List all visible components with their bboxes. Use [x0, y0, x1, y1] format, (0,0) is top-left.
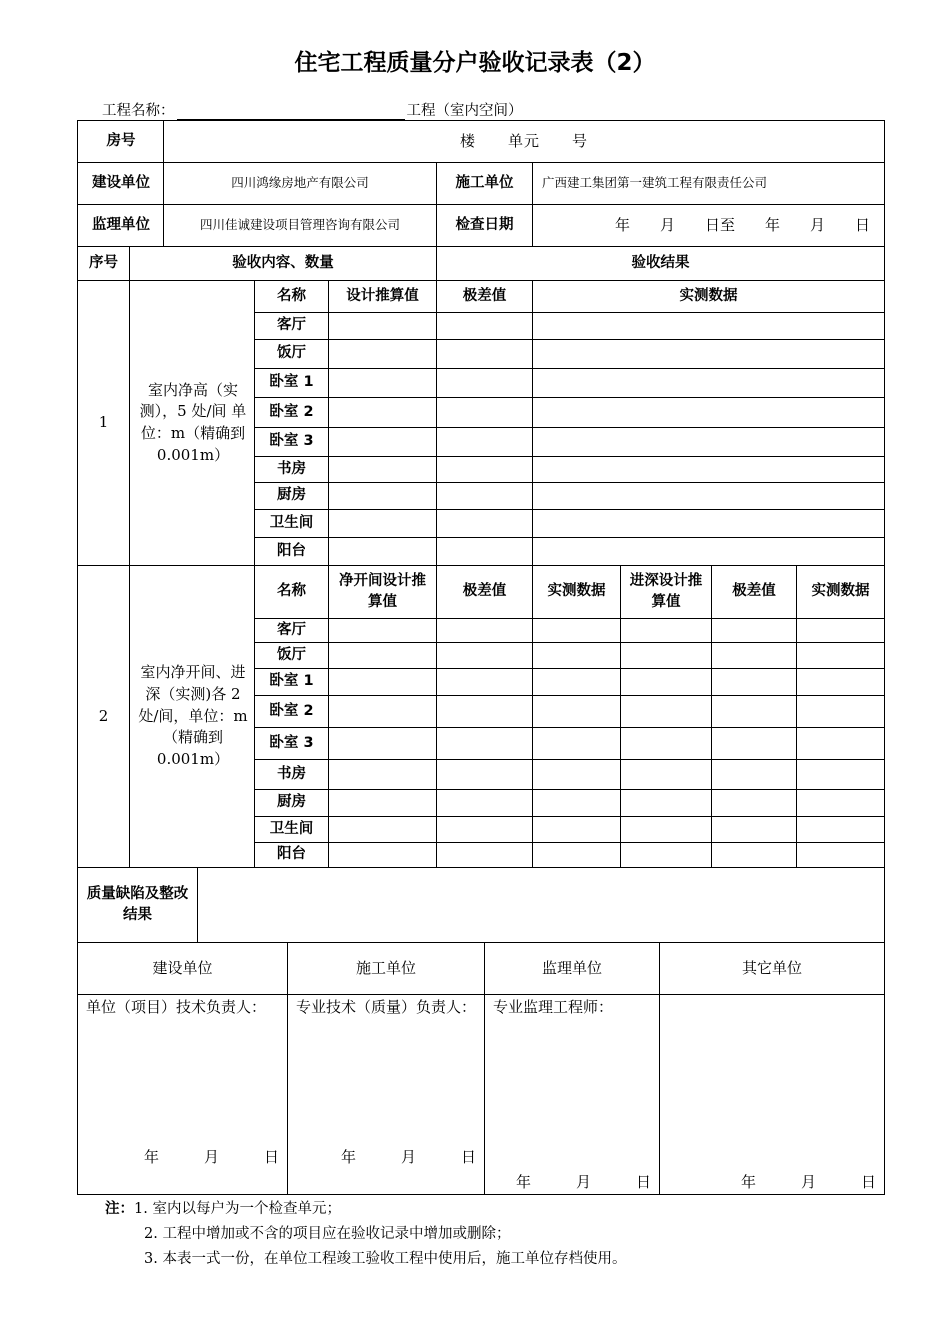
- project-name-field[interactable]: [177, 104, 405, 120]
- section2-data-cell[interactable]: [797, 643, 884, 668]
- section2-data-cell[interactable]: [797, 843, 884, 867]
- section2-data-cell[interactable]: [621, 643, 711, 668]
- section2-data-cell[interactable]: [797, 760, 884, 789]
- project-name-suffix: 工程（室内空间）: [406, 103, 523, 119]
- section2-data-cell[interactable]: [621, 669, 711, 695]
- signature-date[interactable]: 年 月 日: [515, 1173, 651, 1192]
- contractor-value: 广西建工集团第一建筑工程有限责任公司: [542, 175, 768, 191]
- section2-room-label: 书房: [277, 765, 306, 782]
- section2-data-cell[interactable]: [329, 669, 436, 695]
- signature-role[interactable]: [660, 995, 884, 1194]
- supervisor-label: 监理单位: [92, 216, 150, 233]
- signature-unit-header: 监理单位: [541, 958, 602, 977]
- section1-data-cell[interactable]: [329, 428, 436, 456]
- section1-data-cell[interactable]: [533, 483, 884, 509]
- notes-label: 注：: [105, 1201, 134, 1217]
- section2-data-cell[interactable]: [621, 843, 711, 867]
- section2-col-header: 进深设计推算值: [629, 572, 703, 610]
- section1-data-cell[interactable]: [533, 538, 884, 565]
- client-label: 建设单位: [92, 174, 150, 191]
- section1-no: 1: [98, 413, 109, 432]
- section2-data-cell[interactable]: [533, 790, 620, 816]
- section2-data-cell[interactable]: [437, 696, 532, 727]
- section2-room-label: 饭厅: [277, 646, 306, 663]
- section2-data-cell[interactable]: [712, 728, 796, 759]
- section2-data-cell[interactable]: [329, 643, 436, 668]
- section2-data-cell[interactable]: [437, 760, 532, 789]
- section1-data-cell[interactable]: [533, 510, 884, 537]
- section1-data-cell[interactable]: [533, 313, 884, 339]
- section1-data-cell[interactable]: [329, 369, 436, 397]
- notes: [105, 1197, 626, 1272]
- section1-room-label: 卧室 1: [269, 374, 314, 391]
- section2-data-cell[interactable]: [329, 843, 436, 867]
- section1-data-cell[interactable]: [533, 398, 884, 427]
- section2-data-cell[interactable]: [621, 696, 711, 727]
- section1-col-header: 名称: [277, 287, 306, 304]
- form-title: 住宅工程质量分户验收记录表（2）: [294, 50, 656, 76]
- section1-data-cell[interactable]: [533, 457, 884, 482]
- section2-col-header: 净开间设计推算值: [339, 572, 426, 610]
- section2-data-cell[interactable]: [437, 728, 532, 759]
- section2-col-header: 名称: [277, 583, 306, 600]
- section2-data-cell[interactable]: [621, 619, 711, 642]
- inspection-date-value[interactable]: 年 月 日至 年 月 日: [614, 215, 870, 234]
- signature-unit-header: 施工单位: [355, 958, 416, 977]
- section2-data-cell[interactable]: [621, 817, 711, 842]
- section1-data-cell[interactable]: [437, 510, 532, 537]
- section1-data-cell[interactable]: [329, 483, 436, 509]
- section2-data-cell[interactable]: [437, 643, 532, 668]
- section1-room-label: 阳台: [277, 542, 306, 559]
- note-item: 2. 工程中增加或不含的项目应在验收记录中增加或删除；: [144, 1226, 511, 1242]
- section1-description: 室内净高（实测），5 处/间 单位：m（精确到 0.001m）: [139, 380, 247, 464]
- section1-room-label: 卧室 3: [269, 433, 314, 450]
- section2-data-cell[interactable]: [533, 843, 620, 867]
- section2-col-header: 极差值: [462, 583, 507, 600]
- section2-data-cell[interactable]: [712, 790, 796, 816]
- section2-room-label: 阳台: [277, 846, 306, 863]
- section2-data-cell[interactable]: [797, 728, 884, 759]
- section2-data-cell[interactable]: [797, 696, 884, 727]
- section1-col-header: 实测数据: [679, 287, 738, 304]
- section1-room-label: 卧室 2: [269, 403, 314, 420]
- section2-data-cell[interactable]: [797, 790, 884, 816]
- section2-room-label: 卫生间: [269, 820, 314, 837]
- section1-data-cell[interactable]: [437, 483, 532, 509]
- project-name-line: [102, 99, 523, 120]
- section2-description: 室内净开间、进深（实测)各 2 处/间，单位：m（精确到 0.001m）: [138, 663, 248, 769]
- section1-data-cell[interactable]: [329, 340, 436, 368]
- signature-role[interactable]: 专业技术（质量）负责人：: [296, 998, 477, 1016]
- section2-data-cell[interactable]: [533, 669, 620, 695]
- defects-label: 质量缺陷及整改结果: [86, 885, 189, 923]
- section2-data-cell[interactable]: [437, 669, 532, 695]
- col-content-header: 验收内容、数量: [232, 254, 334, 271]
- signature-role[interactable]: 专业监理工程师：: [493, 998, 614, 1016]
- section2-data-cell[interactable]: [621, 760, 711, 789]
- section1-data-cell[interactable]: [533, 369, 884, 397]
- section1-data-cell[interactable]: [329, 457, 436, 482]
- defects-field[interactable]: [198, 868, 884, 942]
- section2-data-cell[interactable]: [533, 817, 620, 842]
- section2-data-cell[interactable]: [329, 728, 436, 759]
- section2-data-cell[interactable]: [329, 619, 436, 642]
- col-result-header: 验收结果: [631, 254, 690, 271]
- signature-unit-header: 建设单位: [152, 958, 213, 977]
- project-name-label: 工程名称：: [102, 103, 175, 119]
- room-no-value[interactable]: 楼 单元 号: [459, 131, 588, 150]
- room-no-label: 房号: [106, 132, 136, 149]
- section2-data-cell[interactable]: [533, 619, 620, 642]
- section2-data-cell[interactable]: [712, 643, 796, 668]
- section1-data-cell[interactable]: [329, 538, 436, 565]
- note-item: 1. 室内以每户为一个检查单元；: [134, 1201, 341, 1217]
- section2-room-label: 卧室 2: [269, 702, 314, 719]
- section2-data-cell[interactable]: [712, 817, 796, 842]
- section1-data-cell[interactable]: [533, 428, 884, 456]
- section2-room-label: 客厅: [277, 621, 306, 638]
- note-item: 3. 本表一式一份，在单位工程竣工验收工程中使用后，施工单位存档使用。: [144, 1251, 627, 1267]
- section2-room-label: 卧室 3: [269, 734, 314, 751]
- section2-data-cell[interactable]: [533, 728, 620, 759]
- section1-data-cell[interactable]: [437, 398, 532, 427]
- signature-unit-header: 其它单位: [741, 958, 802, 977]
- inspection-date-label: 检查日期: [455, 216, 514, 233]
- section2-col-header: 实测数据: [547, 583, 606, 600]
- section2-data-cell[interactable]: [797, 669, 884, 695]
- section2-data-cell[interactable]: [437, 790, 532, 816]
- section1-room-label: 饭厅: [277, 345, 306, 362]
- section2-data-cell[interactable]: [712, 619, 796, 642]
- section2-data-cell[interactable]: [533, 643, 620, 668]
- section2-data-cell[interactable]: [533, 760, 620, 789]
- col-no-header: 序号: [89, 254, 118, 271]
- section2-data-cell[interactable]: [437, 843, 532, 867]
- section2-room-label: 卧室 1: [269, 673, 314, 690]
- section1-data-cell[interactable]: [329, 510, 436, 537]
- section2-col-header: 极差值: [732, 583, 776, 600]
- section1-data-cell[interactable]: [437, 340, 532, 368]
- section1-data-cell[interactable]: [329, 398, 436, 427]
- section2-data-cell[interactable]: [437, 817, 532, 842]
- section1-room-label: 厨房: [277, 487, 306, 504]
- section2-data-cell[interactable]: [329, 760, 436, 789]
- signature-date[interactable]: 年 月 日: [340, 1148, 476, 1167]
- section2-data-cell[interactable]: [797, 619, 884, 642]
- section2-data-cell[interactable]: [329, 790, 436, 816]
- section1-col-header: 极差值: [462, 287, 507, 304]
- section2-data-cell[interactable]: [712, 843, 796, 867]
- section1-room-label: 客厅: [277, 317, 306, 334]
- section1-data-cell[interactable]: [437, 538, 532, 565]
- section2-no: 2: [98, 706, 109, 725]
- signature-date[interactable]: 年 月 日: [740, 1173, 876, 1192]
- section2-data-cell[interactable]: [712, 669, 796, 695]
- section1-room-label: 卫生间: [269, 514, 314, 531]
- section2-data-cell[interactable]: [437, 619, 532, 642]
- signature-date[interactable]: 年 月 日: [143, 1148, 279, 1167]
- signature-role[interactable]: 单位（项目）技术负责人：: [86, 998, 267, 1016]
- section1-data-cell[interactable]: [533, 340, 884, 368]
- section1-data-cell[interactable]: [329, 313, 436, 339]
- section2-data-cell[interactable]: [797, 817, 884, 842]
- section2-data-cell[interactable]: [712, 760, 796, 789]
- section1-col-header: 设计推算值: [346, 287, 419, 304]
- grid-line: [129, 246, 130, 868]
- section2-data-cell[interactable]: [329, 696, 436, 727]
- contractor-label: 施工单位: [455, 174, 514, 191]
- section2-col-header: 实测数据: [811, 583, 870, 600]
- section1-data-cell[interactable]: [437, 369, 532, 397]
- client-value: 四川鸿缘房地产有限公司: [231, 175, 369, 191]
- section1-room-label: 书房: [277, 460, 306, 477]
- section2-data-cell[interactable]: [621, 728, 711, 759]
- section2-data-cell[interactable]: [533, 696, 620, 727]
- section2-data-cell[interactable]: [621, 790, 711, 816]
- section2-data-cell[interactable]: [329, 817, 436, 842]
- supervisor-value: 四川佳诚建设项目管理咨询有限公司: [199, 217, 400, 233]
- section1-data-cell[interactable]: [437, 313, 532, 339]
- section2-data-cell[interactable]: [712, 696, 796, 727]
- section1-data-cell[interactable]: [437, 428, 532, 456]
- section2-room-label: 厨房: [277, 794, 306, 811]
- section1-data-cell[interactable]: [437, 457, 532, 482]
